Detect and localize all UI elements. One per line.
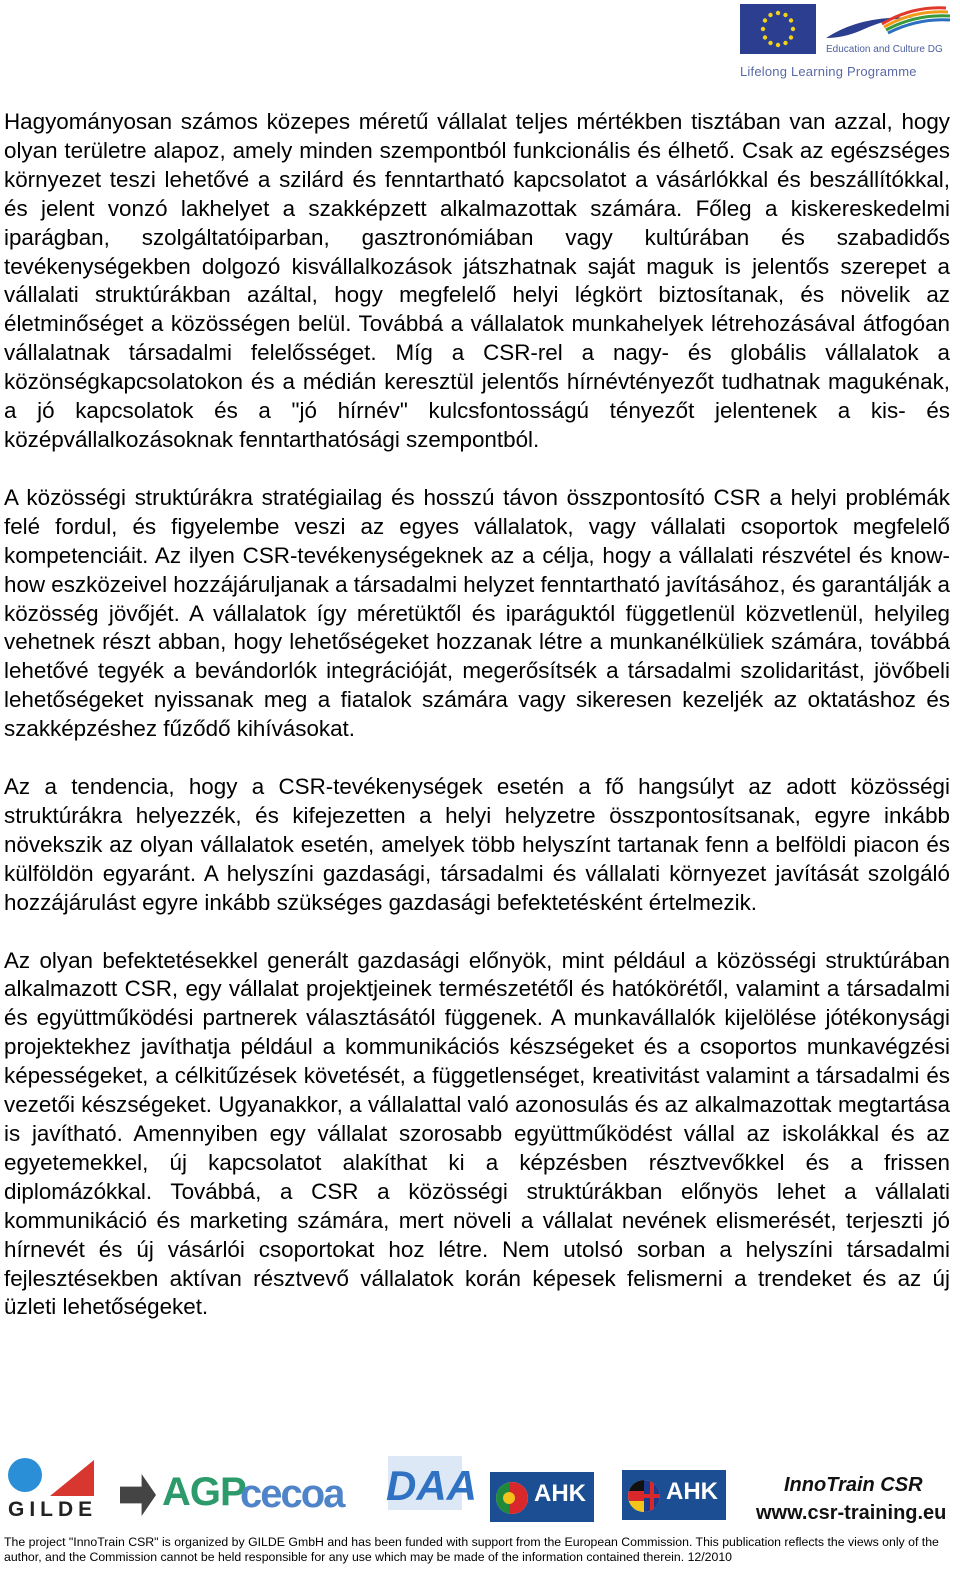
website-url[interactable]: www.csr-training.eu — [756, 1502, 947, 1524]
gilde-label: GILDE — [8, 1498, 98, 1521]
paragraph: A közösségi struktúrákra stratégiailag és hosszú távon összpontosító CSR a helyi problémák felé fordul, és figyelembe veszi az egyes vállalatok, vagy vállalati csoportok megfelelő kompetenciáit. Az ilyen CSR-tevékenységeknek az a célja, hogy a vállalati részvétel és know-how eszközeivel hozzájáruljanak a társadalmi helyzet fenntartható javításához, és garantálják a közösség jövőjét. A vállalatok így méretüktől és iparáguktól függetlenül közvetlenül, helyileg vehetnek részt abban, hogy lehetőségeket hozzanak létre a munkanélküliek számára, továbbá lehetővé tegyék a bevándorlók integrációját, megerősítsék a társadalmi szolidaritást, jövőbeli lehetőségeket nyissanak meg a fiatalok számára vagy sikeresen kezeljék az oktatáshoz és szakképzéshez fűződő kihívásokat. — [4, 484, 950, 742]
partner-logos — [0, 1452, 960, 1532]
dg-label: Education and Culture DG — [826, 44, 943, 55]
eu-flag-icon — [740, 4, 816, 54]
paragraph: Az olyan befektetésekkel generált gazdasági előnyök, mint például a közösségi struktúrában alkalmazott CSR, egy vállalat projektjeinek természetétől és hatókörétől, valamint a társadalmi és együttműködési partnerek választásától függenek. A munkavállalók kijelölése jótékonysági projektekhez javíthatja például a kommunikációs készségeket és a csoportos munkavégzési képességeket, a célkitűzések követését, a függetlenséget, kreativitást valamint a társadalmi és vezetői készségeket. Ugyanakkor, a vállalattal való azonosulás és az alkalmazottak megtartása is javítható. Amennyiben egy vállalat szorosabb együttműködést vállal az iskolákkal és az egyetemekkel, új kapcsolatot alakíthat ki a képzésben résztvevőkkel és a frissen diplomázókkal. Továbbá, a CSR a közösségi struktúrákban előnyös lehet a vállalati kommunikáció és marketing számára, mert növeli a vállalat nevének elismerését, terjeszti jó hírnevét és új vásárlói csoportokat hoz létre. Nem utolsó sorban a helyszíni társadalmi fejlesztésekben aktívan résztvevő vállalatok korán képesek felismerni a trendeket és az új üzleti lehetőségeket. — [4, 947, 950, 1320]
document-body — [4, 108, 950, 1351]
paragraph: Az a tendencia, hogy a CSR-tevékenységek esetén a fő hangsúlyt az adott közösségi struktúrákra helyezzék, és kifejezetten a helyi helyzetre összpontosítsanak, egyre inkább növekszik az olyan vállalatok esetén, amelyek több helyszínt tartanak fenn a belföldi piacon és külföldön egyaránt. A helyszíni gazdasági, társadalmi és vállalati környezet javítását szolgáló hozzájárulást egyre inkább szükséges gazdasági befektetésként értelmezik. — [4, 774, 950, 915]
swoosh-icon — [822, 4, 952, 48]
paragraph: Hagyományosan számos közepes méretű vállalat teljes mértékben tisztában van azzal, hogy olyan területre alapoz, amely minden szempontból funkcionális és élhető. Csak az egészséges környezet teszi lehetővé a szilárd és fenntartható kapcsolatot a vásárlókkal és beszállítókkal, és jelent vonzó lakhelyet a szakképzett alkalmazottak számára. Főleg a kiskereskedelmi iparágban, szolgáltatóiparban, gasztronómiában vagy kultúrában és szabadidős tevékenységekben dolgozó kisvállalkozások játszhatnak saját maguk is jelentős szerepet a vállalati struktúrákban azáltal, hogy megfelelő helyi légkört biztosítanak, és növelik az életminőséget a közösségen belül. Továbbá a vállalatok munkahelyek létrehozásával átfogóan vállalatnak társadalmi felelősséget. Míg a CSR-rel a nagy- és globális vállalatok a közönségkapcsolatokon és a médián keresztül jelentős hírnévtényezőt tudhatnak magukénak, a jó kapcsolatok és a "jó hírnév" kulcsfontosságú tényezőt jelentenek a kis- és középvállalkozásoknak fenntarthatósági szempontból. — [4, 109, 950, 452]
ahk-uk-logo — [622, 1470, 726, 1520]
agp-arrow-icon — [120, 1474, 156, 1516]
programme-label: Lifelong Learning Programme — [740, 64, 917, 79]
ahk-portugal-logo — [490, 1472, 594, 1522]
gilde-triangle-icon — [50, 1460, 94, 1496]
ahk-label: AHK — [534, 1480, 586, 1507]
innotrain-title: InnoTrain CSR — [784, 1474, 923, 1496]
portugal-flag-icon — [496, 1482, 528, 1514]
ahk-label: AHK — [666, 1478, 718, 1505]
disclaimer-text: The project "InnoTrain CSR" is organized by GILDE GmbH and has been funded with support from the European Commission. This publication reflects the views only of the author, and the Commission cannot be held responsible for any use which may be made of the information contained therein. 12/2010 — [4, 1535, 939, 1564]
agp-label: AGP — [162, 1470, 246, 1514]
gilde-circle-icon — [8, 1458, 42, 1492]
germany-uk-flag-icon — [628, 1480, 660, 1512]
llp-logo — [740, 4, 955, 84]
cecoa-label: cecoa — [240, 1472, 344, 1516]
daa-label: DAA — [386, 1462, 477, 1509]
